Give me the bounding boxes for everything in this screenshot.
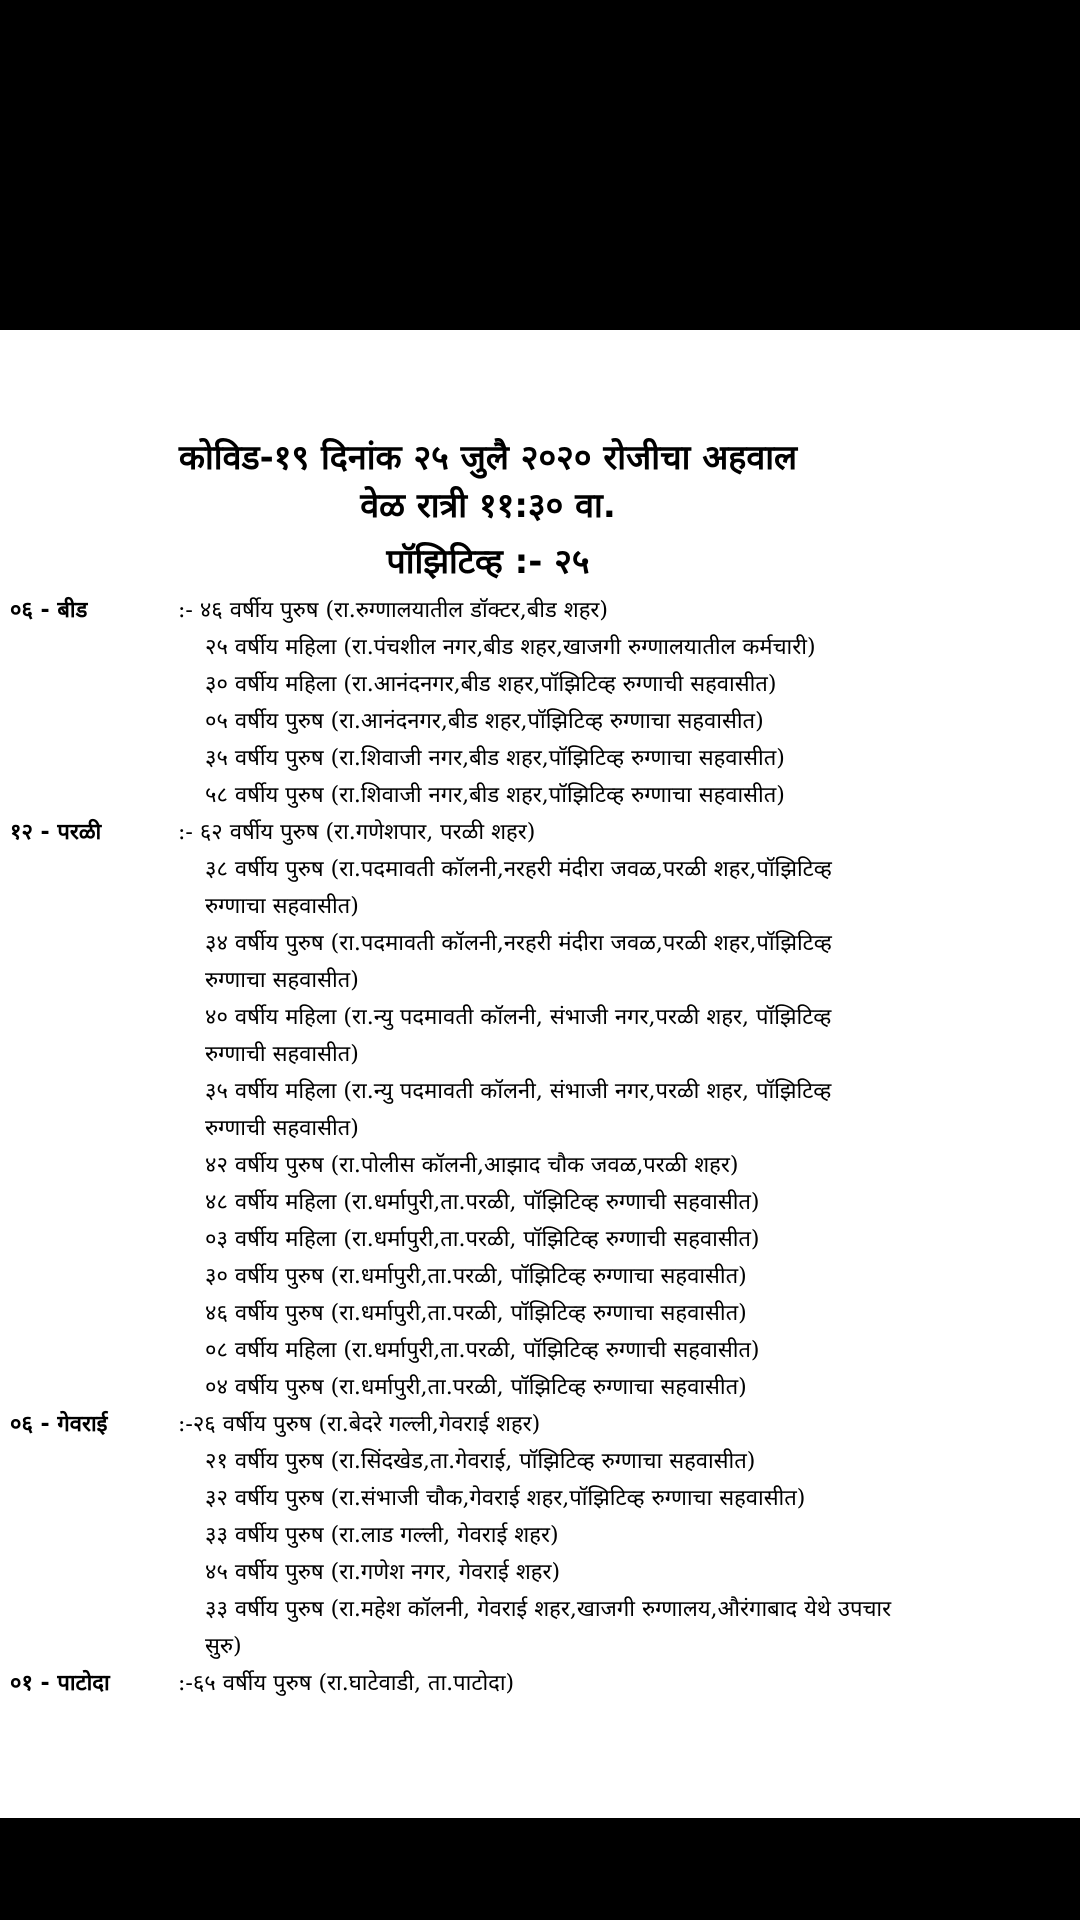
case-line: ३५ वर्षीय महिला (रा.न्यु पदमावती कॉलनी, संभाजी नगर,परळी शहर, पॉझिटिव्ह [205,1079,832,1104]
report-page [0,330,1080,1818]
case-line: :-६५ वर्षीय पुरुष (रा.घाटेवाडी, ता.पाटोदा) [178,1671,515,1696]
bottom-black-bar [0,1818,1080,1920]
case-line-continued: रुग्णाचा सहवासीत) [205,894,359,919]
case-line-continued: रुग्णाची सहवासीत) [205,1116,359,1141]
case-line: ३५ वर्षीय पुरुष (रा.शिवाजी नगर,बीड शहर,पॉझिटिव्ह रुग्णाचा सहवासीत) [205,746,785,771]
top-black-bar [0,0,1080,330]
case-line: ५८ वर्षीय पुरुष (रा.शिवाजी नगर,बीड शहर,पॉझिटिव्ह रुग्णाचा सहवासीत) [205,783,785,808]
case-line: ३४ वर्षीय पुरुष (रा.पदमावती कॉलनी,नरहरी मंदीरा जवळ,परळी शहर,पॉझिटिव्ह [205,931,832,956]
case-line: ०५ वर्षीय पुरुष (रा.आनंदनगर,बीड शहर,पॉझिटिव्ह रुग्णाचा सहवासीत) [205,709,764,734]
case-line: ४५ वर्षीय पुरुष (रा.गणेश नगर, गेवराई शहर) [205,1560,561,1585]
case-line: ०३ वर्षीय महिला (रा.धर्मापुरी,ता.परळी, पॉझिटिव्ह रुग्णाची सहवासीत) [205,1227,760,1252]
district-label-beed: ०६ - बीड [10,598,88,623]
case-line-continued: रुग्णाची सहवासीत) [205,1042,359,1067]
case-line: ३० वर्षीय महिला (रा.आनंदनगर,बीड शहर,पॉझिटिव्ह रुग्णाची सहवासीत) [205,672,777,697]
case-line: :- ४६ वर्षीय पुरुष (रा.रुग्णालयातील डॉक्टर,बीड शहर) [178,598,608,623]
case-line: ३२ वर्षीय पुरुष (रा.संभाजी चौक,गेवराई शहर,पॉझिटिव्ह रुग्णाचा सहवासीत) [205,1486,806,1511]
case-line: ४८ वर्षीय महिला (रा.धर्मापुरी,ता.परळी, पॉझिटिव्ह रुग्णाची सहवासीत) [205,1190,760,1215]
case-line: ३३ वर्षीय पुरुष (रा.लाड गल्ली, गेवराई शहर) [205,1523,559,1548]
case-line: :-२६ वर्षीय पुरुष (रा.बेदरे गल्ली,गेवराई शहर) [178,1412,541,1437]
case-line: ३३ वर्षीय पुरुष (रा.महेश कॉलनी, गेवराई शहर,खाजगी रुग्णालय,औरंगाबाद येथे उपचार [205,1597,892,1622]
district-label-patoda: ०१ - पाटोदा [10,1671,110,1696]
case-line: ०८ वर्षीय महिला (रा.धर्मापुरी,ता.परळी, पॉझिटिव्ह रुग्णाची सहवासीत) [205,1338,760,1363]
district-label-parli: १२ - परळी [10,820,102,845]
case-line: :- ६२ वर्षीय पुरुष (रा.गणेशपार, परळी शहर) [178,820,536,845]
case-line: २१ वर्षीय पुरुष (रा.सिंदखेड,ता.गेवराई, पॉझिटिव्ह रुग्णाचा सहवासीत) [205,1449,756,1474]
case-line-continued: सुरु) [205,1634,242,1659]
case-line: ४० वर्षीय महिला (रा.न्यु पदमावती कॉलनी, संभाजी नगर,परळी शहर, पॉझिटिव्ह [205,1005,832,1030]
case-line: २५ वर्षीय महिला (रा.पंचशील नगर,बीड शहर,खाजगी रुग्णालयातील कर्मचारी) [205,635,816,660]
report-time: वेळ रात्री ११:३० वा. [360,486,616,526]
case-line-continued: रुग्णाचा सहवासीत) [205,968,359,993]
case-line: ३० वर्षीय पुरुष (रा.धर्मापुरी,ता.परळी, पॉझिटिव्ह रुग्णाचा सहवासीत) [205,1264,747,1289]
district-label-georai: ०६ - गेवराई [10,1412,108,1437]
case-line: ४२ वर्षीय पुरुष (रा.पोलीस कॉलनी,आझाद चौक जवळ,परळी शहर) [205,1153,739,1178]
positive-total: पॉझिटिव्ह :- २५ [386,542,590,582]
report-title: कोविड-१९ दिनांक २५ जुलै २०२० रोजीचा अहवाल [178,438,798,478]
case-line: ३८ वर्षीय पुरुष (रा.पदमावती कॉलनी,नरहरी मंदीरा जवळ,परळी शहर,पॉझिटिव्ह [205,857,832,882]
case-line: ४६ वर्षीय पुरुष (रा.धर्मापुरी,ता.परळी, पॉझिटिव्ह रुग्णाचा सहवासीत) [205,1301,747,1326]
case-line: ०४ वर्षीय पुरुष (रा.धर्मापुरी,ता.परळी, पॉझिटिव्ह रुग्णाचा सहवासीत) [205,1375,747,1400]
